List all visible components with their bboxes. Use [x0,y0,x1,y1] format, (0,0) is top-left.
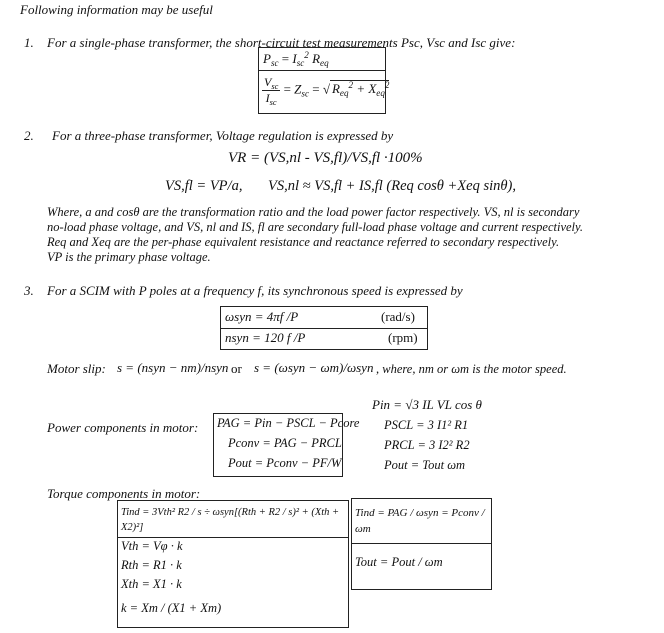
slip-label: Motor slip: [47,361,106,376]
rth-formula: Rth = R1 · k [121,558,182,572]
page-header: Following information may be useful [20,2,213,17]
item-1-number: 1. [24,35,34,50]
power-formula-box [213,413,360,477]
zsc-formula: $\frac{V_{sc}}{I_{sc}}$ = $Z_{sc}$ = √ $R_{eq}^2 + X_{eq}^2$ [264,75,390,107]
psc-formula: $P_{sc} = I_{sc}^2$ $R_{eq}$ [263,50,329,68]
pconv-formula: Pconv = PAG − PRCL [228,436,342,450]
pout-formula: Pout = Pconv − PF/W [228,456,342,470]
k-formula: k = Xm / (X1 + Xm) [121,601,222,615]
nsyn-formula: nsyn = 120 f /P [225,330,306,345]
sync-speed-box [220,306,428,350]
pag-formula: PAG = Pin − PSCL − Pcore [217,416,360,430]
vsfl-equation: VS,fl = VP/a, [165,178,243,194]
slip-formula-w: s = (ωsyn − ωm)/ωsyn [254,360,374,375]
sec2-desc-line-1: Where, a and cosθ are the transformation ratio and the load power factor respectively. VS, nl is secondary [47,205,580,219]
item-2-text: For a three-phase transformer, Voltage regulation is expressed by [52,128,394,143]
item-3-number: 3. [24,283,34,298]
torque-formula-box [117,500,349,628]
torque-alt-box [351,498,492,590]
sec2-desc-line-2: no-load phase voltage, and VS, nl and IS, fl are secondary full-load phase voltage and current respectively. [47,220,584,234]
pout-torque-formula: Pout = Tout ωm [384,458,466,472]
sec2-desc-line-4: VP is the primary phase voltage. [47,250,211,264]
torque-label: Torque components in motor: [47,486,201,501]
nsyn-unit: (rpm) [388,330,418,345]
tout-formula: Tout = Pout / ωm [355,555,443,569]
tind-power-formula: Tind = PAG / ωsyn = Pconv / ωm [355,507,485,535]
vth-formula: Vth = Vφ · k [121,539,183,553]
pscl-formula: PSCL = 3 I1² R1 [384,418,469,432]
xth-formula: Xth = X1 · k [121,577,182,591]
item-1-text: For a single-phase transformer, the short-circuit test measurements Psc, Vsc and Isc give: [47,35,516,50]
power-label: Power components in motor: [47,420,199,435]
sc-test-formula-box [258,47,390,114]
pin-formula: Pin = √3 IL VL cos θ [372,397,482,412]
slip-where: , where, nm or ωm is the motor speed. [376,362,567,376]
sec2-desc-line-3: Req and Xeq are the per-phase equivalent resistance and reactance referred to secondary respectively. [47,235,560,249]
prcl-formula: PRCL = 3 I2² R2 [384,438,470,452]
slip-or: or [231,361,242,376]
tind-formula: Tind = 3Vth² R2 / s ÷ ωsyn[(Rth + R2 / s)² + (Xth + X2)²] [121,507,340,533]
wsyn-unit: (rad/s) [381,309,415,324]
wsyn-formula: ωsyn = 4πf /P [225,309,299,324]
item-2-number: 2. [24,128,34,143]
vr-equation: VR = (VS,nl - VS,fl)/VS,fl ·100% [228,150,423,166]
item-3-text: For a SCIM with P poles at a frequency f, its synchronous speed is expressed by [47,283,463,298]
slip-formula-n: s = (nsyn − nm)/nsyn [117,360,229,375]
vsnl-equation: VS,nl ≈ VS,fl + IS,fl (Req cosθ +Xeq sinθ), [268,178,516,194]
